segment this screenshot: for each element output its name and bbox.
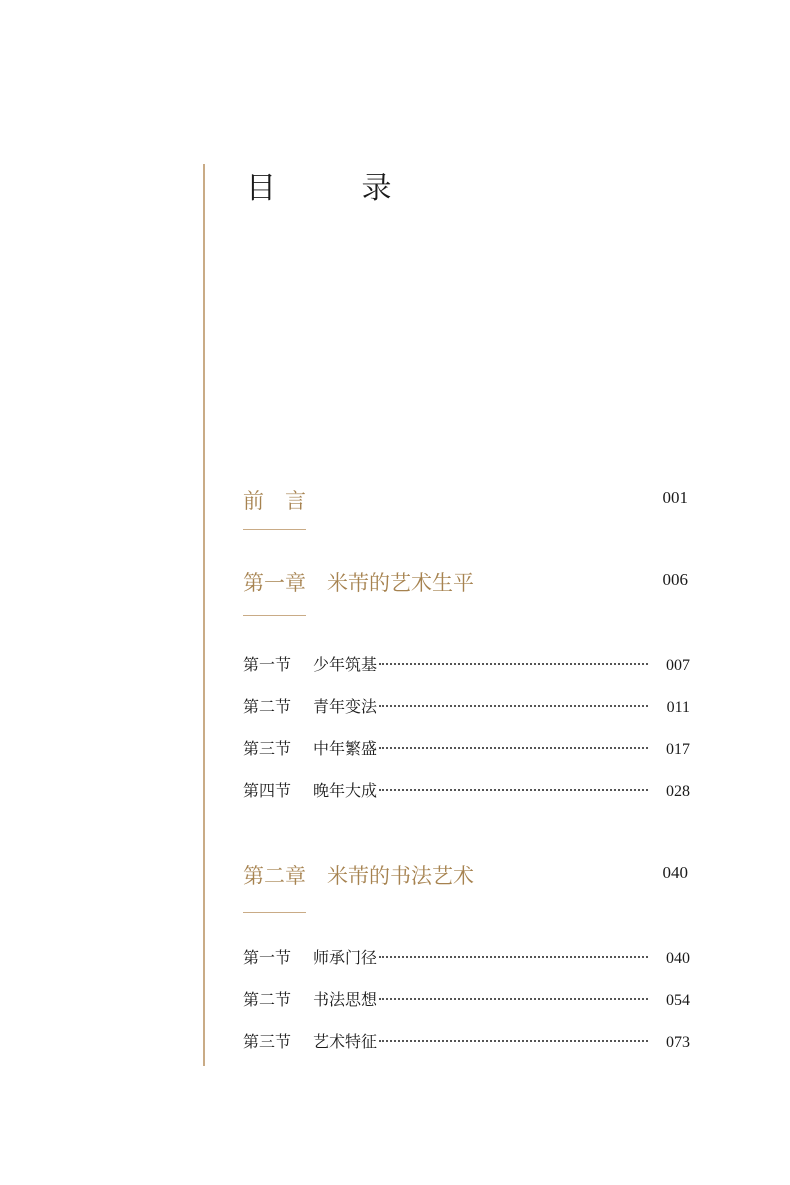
section-1-4[interactable] [243,778,690,802]
section-2-1[interactable] [243,945,690,969]
chapter-preface[interactable] [243,485,690,515]
section-1-3[interactable] [243,736,690,760]
chapter-1[interactable] [243,567,690,597]
page-title: 目 录 [246,171,430,206]
section-1-1[interactable] [243,652,690,676]
dot-leader [379,956,648,958]
dot-leader [379,789,648,791]
dot-leader [379,663,648,665]
section-number: 第二节 [243,697,292,716]
section-page-number: 040 [666,950,690,967]
chapter-label: 第二章 米芾的书法艺术 [243,864,474,888]
dot-leader [379,747,648,749]
section-page-number: 073 [666,1034,690,1051]
chapter-rule [243,529,306,530]
dot-leader [379,705,648,707]
section-title: 艺术特征 [313,1032,378,1051]
section-number: 第二节 [243,990,292,1009]
chapter-label: 前 言 [243,489,306,513]
section-title: 少年筑基 [313,655,378,674]
dot-leader [379,1040,648,1042]
chapter-page-number: 006 [662,570,688,589]
section-page-number: 007 [666,657,690,674]
chapter-label: 第一章 米芾的艺术生平 [243,571,474,595]
section-1-2[interactable] [243,694,690,718]
section-number: 第一节 [243,655,292,674]
chapter-rule [243,912,306,913]
chapter-page-number: 040 [662,863,688,882]
section-page-number: 017 [666,741,690,758]
dot-leader [379,998,648,1000]
chapter-page-number: 001 [662,488,688,507]
section-page-number: 028 [666,783,690,800]
section-number: 第一节 [243,948,292,967]
section-2-2[interactable] [243,987,690,1011]
section-title: 青年变法 [313,697,378,716]
section-number: 第三节 [243,1032,292,1051]
section-title: 中年繁盛 [313,739,378,758]
section-title: 晚年大成 [313,781,378,800]
chapter-rule [243,615,306,616]
section-title: 书法思想 [313,990,378,1009]
section-number: 第四节 [243,781,292,800]
vertical-rule [203,164,205,1066]
section-2-3[interactable] [243,1029,690,1053]
section-title: 师承门径 [313,948,378,967]
section-page-number: 011 [666,699,690,716]
section-page-number: 054 [666,992,690,1009]
section-number: 第三节 [243,739,292,758]
chapter-2[interactable] [243,860,690,890]
